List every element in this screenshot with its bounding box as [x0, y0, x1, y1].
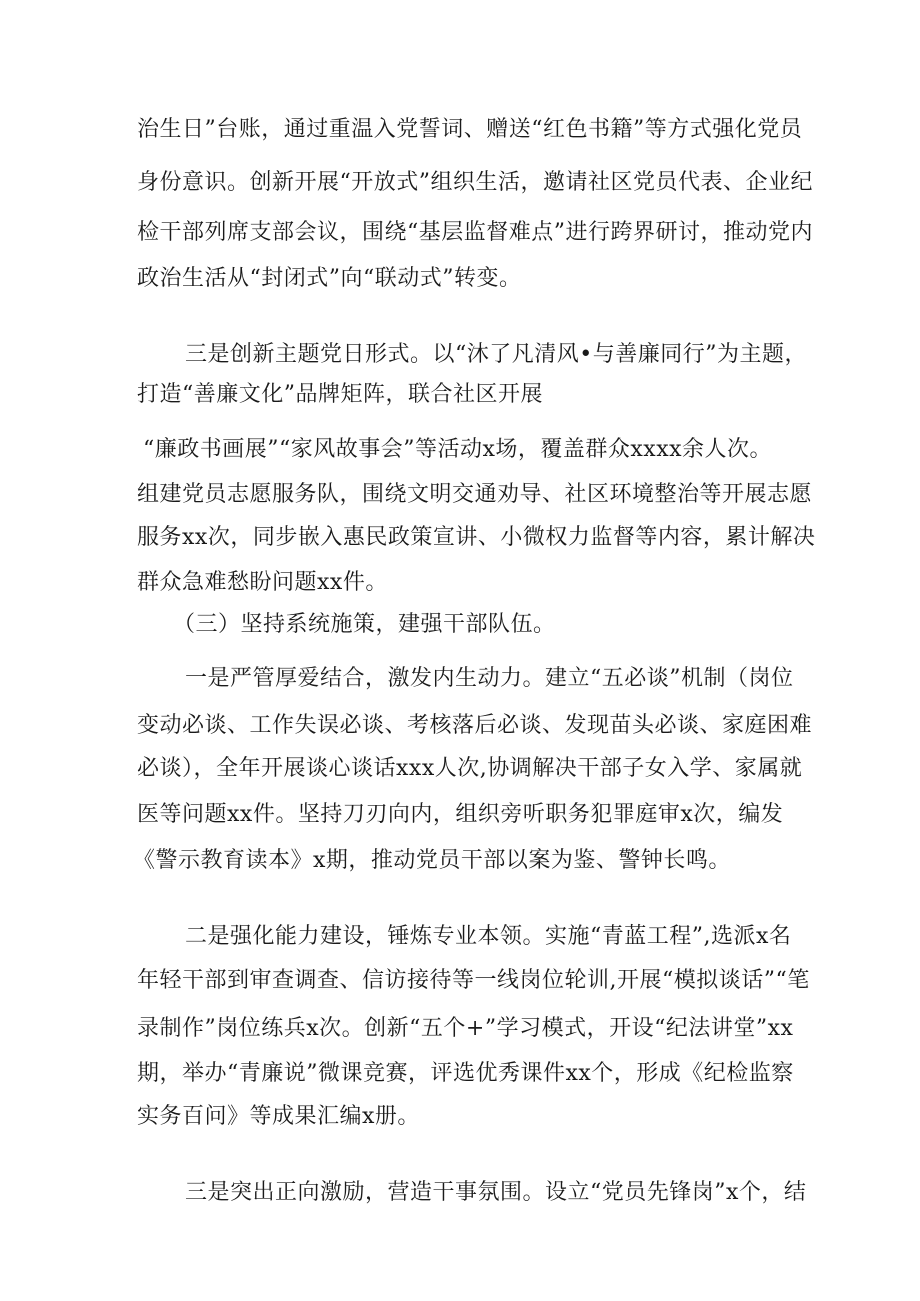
text-line: 实务百问》等成果汇编x册。	[137, 1104, 420, 1129]
text-line: 打造“善廉文化”品牌矩阵，联合社区开展	[137, 382, 543, 407]
text-line: “廉政书画展”“家风故事会”等活动x场，覆盖群众xxxx余人次。	[143, 437, 773, 462]
text-line: 年轻干部到审查调查、信访接待等一线岗位轮训,开展“模拟谈话”“笔	[137, 968, 810, 993]
text-line: 一是严管厚爱结合，激发内生动力。建立“五必谈”机制（岗位	[185, 666, 794, 691]
text-line: 三是创新主题党日形式。以“沐了凡清风•与善廉同行”为主题，	[185, 342, 807, 367]
text-line: 检干部列席支部会议，围绕“基层监督难点”进行跨界研讨，推动党内	[137, 220, 813, 245]
text-line: 身份意识。创新开展“开放式”组织生活，邀请社区党员代表、企业纪	[137, 170, 813, 195]
text-line: 医等问题xx件。坚持刀刃向内，组织旁听职务犯罪庭审x次，编发	[137, 802, 784, 827]
text-line: 服务xx次，同步嵌入惠民政策宣讲、小微权力监督等内容，累计解决	[137, 525, 816, 550]
text-line: 治生日”台账，通过重温入党誓词、赠送“红色书籍”等方式强化党员	[137, 117, 803, 142]
text-line: 二是强化能力建设，锤炼专业本领。实施“青蓝工程”,选派x名	[185, 924, 792, 949]
text-line: 组建党员志愿服务队，围绕文明交通劝导、社区环境整治等开展志愿	[137, 482, 813, 507]
text-line: 《警示教育读本》x期，推动党员干部以案为鉴、警钟长鸣。	[133, 848, 731, 873]
section-heading: （三）坚持系统施策，建强干部队伍。	[173, 612, 556, 637]
text-line: 群众急难愁盼问题xx件。	[137, 570, 388, 595]
text-line: 录制作”岗位练兵x次。创新“五个+”学习模式，开设“纪法讲堂”xx	[137, 1016, 794, 1041]
text-line: 变动必谈、工作失误必谈、考核落后必谈、发现苗头必谈、家庭困难	[137, 713, 813, 738]
text-line: 必谈），全年开展谈心谈话xxx人次,协调解决干部子女入学、家属就	[137, 756, 803, 781]
text-line: 期，举办“青廉说”微课竞赛，评选优秀课件xx个，形成《纪检监察	[137, 1061, 794, 1086]
text-line: 政治生活从“封闭式”向“联动式”转变。	[137, 266, 522, 291]
text-line: 三是突出正向激励，营造干事氛围。设立“党员先锋岗”x个，结	[185, 1180, 807, 1205]
